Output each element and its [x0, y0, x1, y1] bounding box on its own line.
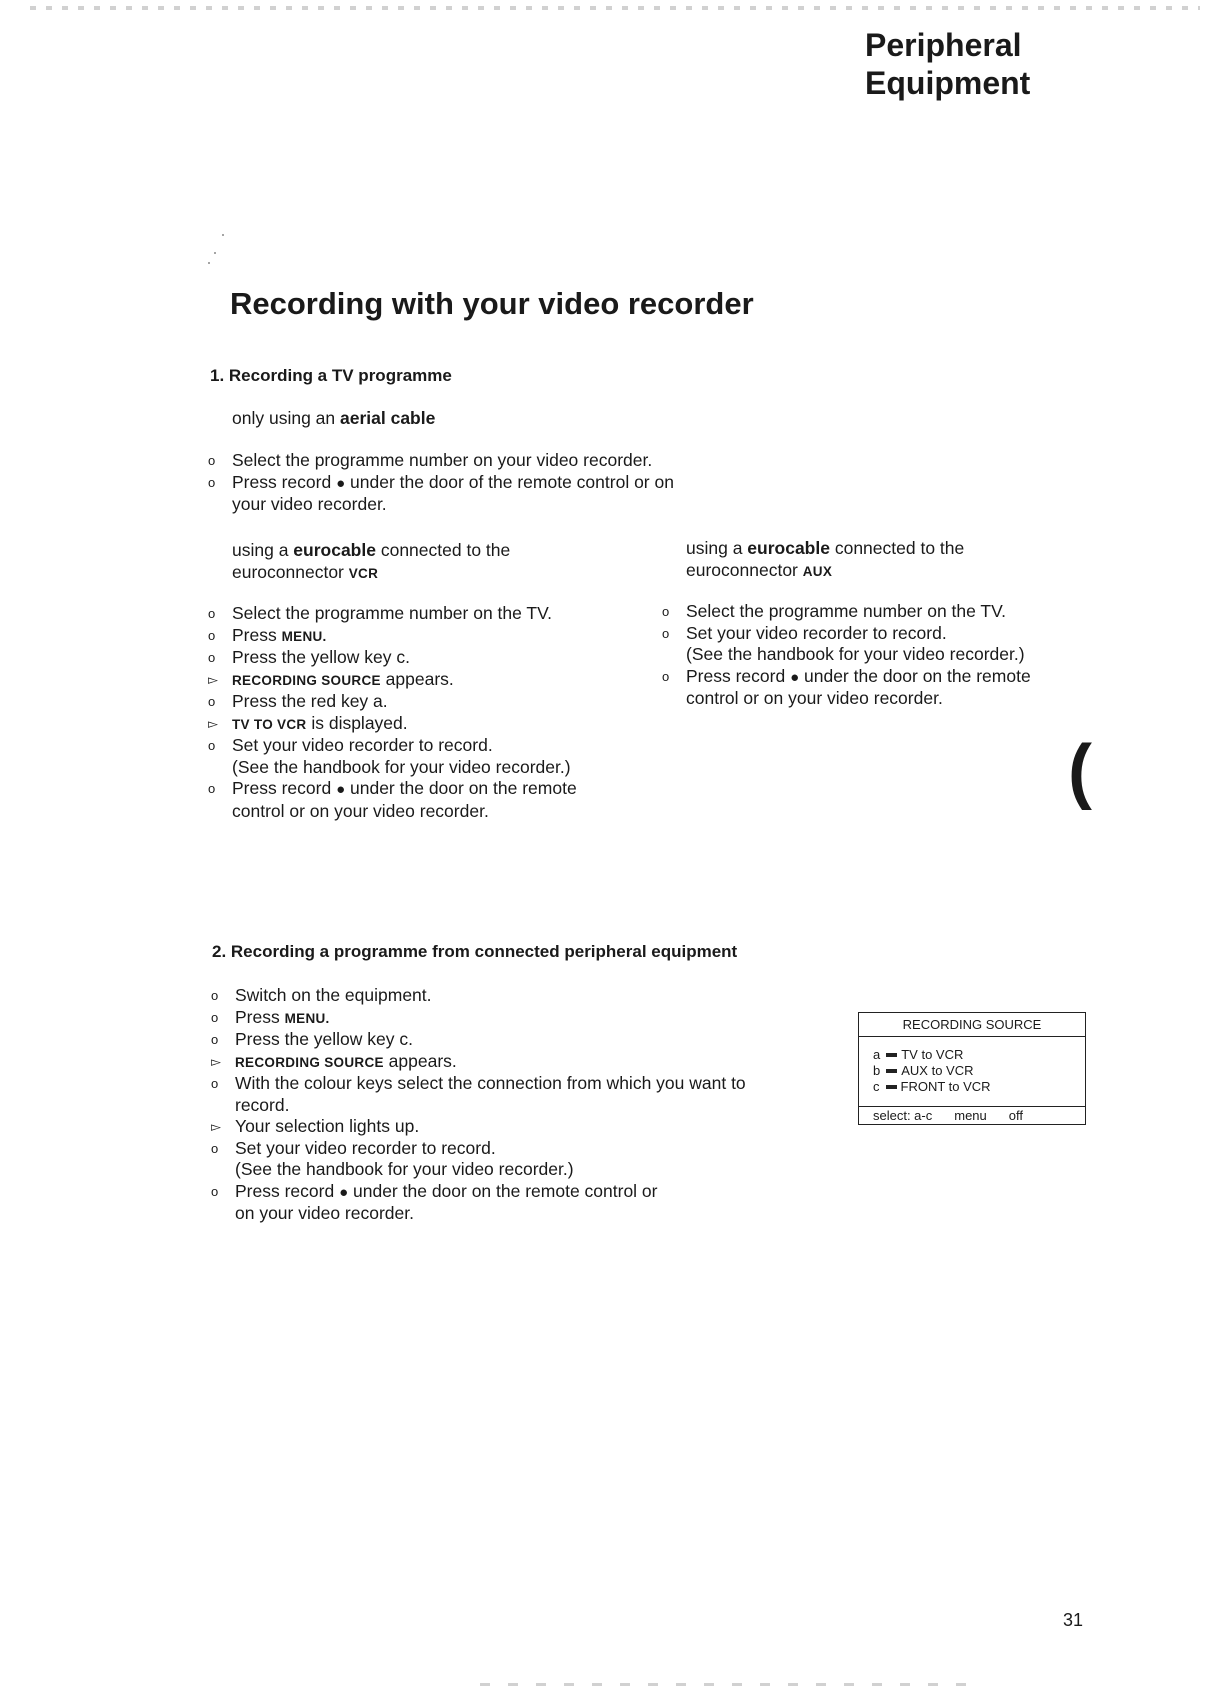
step-text: Set your video recorder to record. [232, 735, 493, 755]
arrow-marker-icon: ▻ [208, 671, 218, 687]
red-key-icon [886, 1053, 897, 1057]
circle-marker-icon: o [211, 1076, 219, 1091]
intro-bold: eurocable [293, 540, 376, 560]
step-text: (See the handbook for your video recorder.) [235, 1159, 574, 1179]
list-item [208, 647, 648, 669]
osd-option-a [873, 1047, 1085, 1063]
record-dot-icon: ● [790, 668, 800, 686]
circle-marker-icon: o [211, 1140, 219, 1156]
osd-footer-menu: menu [954, 1108, 987, 1123]
list-item [211, 1095, 831, 1117]
step-text: on your video recorder. [235, 1203, 414, 1223]
intro-text: using a [232, 540, 294, 560]
step-text: Set your video recorder to record. [686, 622, 947, 643]
section-title: Recording with your video recorder [230, 286, 754, 321]
step-text: (See the handbook for your video recorder.) [686, 644, 1025, 664]
circle-marker-icon: o [208, 694, 216, 709]
intro-text: connected to the [375, 540, 511, 560]
osd-title: RECORDING SOURCE [859, 1013, 1085, 1037]
osd-footer-select: select: a-c [873, 1108, 933, 1123]
intro-text: euroconnector [686, 559, 803, 580]
list-item [662, 666, 1102, 689]
list-item [211, 1051, 831, 1074]
step-text: control or on your video recorder. [686, 688, 943, 708]
record-dot-icon: ● [339, 1183, 349, 1201]
list-item [208, 801, 648, 823]
step-smallcaps: TV TO VCR [232, 716, 307, 732]
scan-artifact-bottom [480, 1683, 980, 1686]
circle-marker-icon: o [211, 988, 219, 1003]
list-item [208, 713, 648, 736]
step-text: Select the programme number on your video recorder. [232, 450, 653, 470]
circle-marker-icon: o [208, 606, 216, 621]
aerial-intro-text: only using an [232, 408, 340, 428]
step-text: Set your video recorder to record. [235, 1137, 496, 1158]
list-item [211, 1181, 831, 1204]
aerial-intro-bold: aerial cable [340, 408, 436, 428]
step-smallcaps: RECORDING SOURCE [235, 1054, 384, 1070]
step-text: under the door on the remote [345, 778, 577, 798]
list-item [211, 1138, 831, 1160]
step-smallcaps: MENU. [284, 1010, 330, 1026]
record-dot-icon: ● [336, 781, 346, 798]
step-text: your video recorder. [232, 494, 387, 514]
list-item [208, 472, 768, 495]
scan-artifact-top [30, 6, 1200, 10]
record-dot-icon: ● [336, 474, 346, 492]
list-item [211, 1159, 831, 1181]
step-text: Press record [232, 471, 332, 492]
circle-marker-icon: o [208, 474, 216, 490]
aerial-steps [208, 450, 768, 516]
step-text: is displayed. [306, 712, 408, 733]
part2-heading: 2. Recording a programme from connected peripheral equipment [212, 942, 738, 961]
list-item [208, 691, 648, 713]
step-text: Select the programme number on the TV. [232, 603, 553, 623]
step-text: Press the red key a. [232, 691, 388, 711]
arrow-marker-icon: ▻ [211, 1119, 221, 1134]
intro-text: euroconnector [232, 561, 349, 582]
step-text: Press record [686, 665, 786, 686]
circle-marker-icon: o [211, 1032, 219, 1047]
arrow-marker-icon: ▻ [208, 715, 218, 731]
step-text: Your selection lights up. [235, 1116, 420, 1136]
osd-footer-off: off [1008, 1108, 1023, 1123]
list-item [662, 688, 1102, 710]
intro-bold: eurocable [747, 538, 830, 558]
list-item [662, 644, 1102, 666]
list-item [662, 623, 1102, 645]
recording-source-osd [858, 1012, 1086, 1125]
osd-option-label: AUX to VCR [901, 1063, 974, 1078]
circle-marker-icon: o [211, 1009, 219, 1025]
left-steps [208, 603, 648, 822]
list-item [211, 1029, 831, 1051]
left-intro [232, 540, 510, 584]
list-item [211, 1007, 831, 1030]
step-text: Select the programme number on the TV. [686, 601, 1007, 621]
osd-footer [859, 1106, 1085, 1124]
list-item [208, 625, 648, 648]
green-key-icon [886, 1069, 897, 1073]
list-item [208, 778, 648, 801]
circle-marker-icon: o [211, 1183, 219, 1199]
step-text: Press record [235, 1180, 335, 1201]
list-item [208, 735, 648, 757]
speck [214, 252, 216, 254]
list-item [662, 601, 1102, 623]
chapter-title [865, 26, 1030, 102]
arrow-marker-icon: ▻ [211, 1053, 221, 1069]
circle-marker-icon: o [662, 668, 670, 684]
step-smallcaps: MENU. [281, 628, 327, 644]
step-text: under the door of the remote control or on [350, 471, 674, 492]
yellow-key-icon [886, 1085, 897, 1089]
list-item [208, 450, 768, 472]
osd-options [859, 1037, 1085, 1095]
chapter-title-line1: Peripheral [865, 27, 1022, 63]
circle-marker-icon: o [662, 625, 670, 641]
circle-marker-icon: o [662, 604, 670, 619]
osd-option-key: b [873, 1063, 881, 1078]
step-text: With the colour keys select the connection from which you want to [235, 1073, 746, 1093]
intro-smallcaps: VCR [348, 565, 379, 581]
circle-marker-icon: o [208, 627, 216, 643]
circle-marker-icon: o [208, 738, 216, 753]
list-item [211, 985, 831, 1007]
list-item [211, 1073, 831, 1095]
list-item [208, 603, 648, 625]
circle-marker-icon: o [208, 453, 216, 468]
step-text: under the door on the remote [799, 665, 1031, 686]
step-text: appears. [383, 1050, 457, 1071]
intro-smallcaps: AUX [802, 563, 833, 579]
intro-text: connected to the [829, 538, 965, 558]
right-intro [686, 538, 964, 582]
aerial-intro [232, 408, 435, 430]
step-text: Press [232, 624, 282, 645]
osd-option-label: FRONT to VCR [900, 1079, 991, 1094]
list-item [211, 1203, 831, 1225]
osd-option-c [873, 1079, 1085, 1095]
osd-option-b [873, 1063, 1085, 1079]
osd-option-key: c [873, 1079, 880, 1094]
step-text: under the door on the remote control or [348, 1180, 658, 1201]
step-text: control or on your video recorder. [232, 800, 489, 821]
step-text: Press [235, 1006, 285, 1027]
list-item [208, 757, 648, 779]
chapter-title-line2: Equipment [865, 65, 1031, 101]
step-text: record. [235, 1094, 290, 1115]
step-text: Press the yellow key c. [235, 1029, 413, 1049]
speck [208, 262, 210, 264]
osd-option-label: TV to VCR [901, 1047, 964, 1062]
right-steps [662, 601, 1102, 710]
speck [222, 234, 224, 236]
step-text: Press the yellow key c. [232, 647, 410, 667]
circle-marker-icon: o [208, 781, 216, 796]
step-text: Switch on the equipment. [235, 985, 432, 1005]
circle-marker-icon: o [208, 650, 216, 665]
step-text: appears. [380, 668, 454, 689]
list-item [211, 1116, 831, 1138]
list-item [208, 669, 648, 692]
step-smallcaps: RECORDING SOURCE [232, 672, 381, 688]
step-text: Press record [232, 778, 332, 798]
intro-text: using a [686, 538, 748, 558]
part2-steps [211, 985, 831, 1225]
bracket-mark: ( [1068, 731, 1092, 811]
step-text: (See the handbook for your video recorder.) [232, 756, 571, 777]
list-item [208, 494, 768, 516]
page-number: 31 [1063, 1610, 1084, 1630]
part1-heading: 1. Recording a TV programme [210, 366, 452, 385]
osd-option-key: a [873, 1047, 881, 1062]
